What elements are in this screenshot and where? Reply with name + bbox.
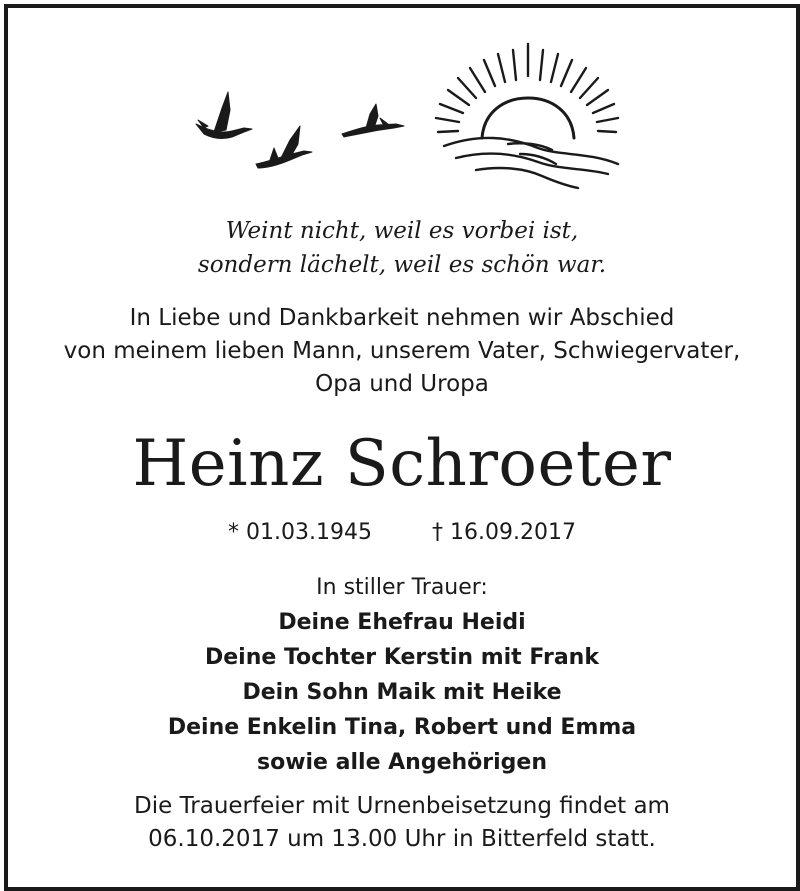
death-date: † 16.09.2017 — [432, 520, 576, 545]
farewell-text — [8, 302, 796, 401]
mourner-line: Deine Enkelin Tina, Robert und Emma — [167, 715, 637, 740]
mourner-line: Deine Tochter Kerstin mit Frank — [205, 645, 599, 670]
header-illustration — [8, 8, 796, 208]
quote-line-2: sondern lächelt, weil es schön war. — [197, 252, 607, 278]
sunset-over-hills-icon — [436, 44, 618, 188]
birth-date: * 01.03.1945 — [228, 520, 372, 545]
mourner-line: Dein Sohn Maik mit Heike — [242, 680, 562, 705]
farewell-line-1: In Liebe und Dankbarkeit nehmen wir Abschied — [129, 305, 675, 331]
mourner-line: sowie alle Angehörigen — [256, 750, 548, 775]
mourners-heading: In stiller Trauer: — [316, 575, 488, 600]
memorial-quote — [8, 214, 796, 282]
obituary-notice — [4, 4, 800, 891]
ceremony-line-2: 06.10.2017 um 13.00 Uhr in Bitterfeld statt. — [148, 826, 656, 852]
quote-line-1: Weint nicht, weil es vorbei ist, — [225, 218, 579, 244]
mourners-list — [8, 570, 796, 780]
mourner-line: Deine Ehefrau Heidi — [278, 610, 526, 635]
ceremony-info — [8, 790, 796, 856]
life-dates — [8, 518, 796, 548]
farewell-line-3: Opa und Uropa — [315, 371, 489, 397]
ceremony-line-1: Die Trauerfeier mit Urnenbeisetzung findet am — [134, 793, 670, 819]
farewell-line-2: von meinem lieben Mann, unserem Vater, Schwiegervater, — [63, 338, 741, 364]
flying-birds-icon — [196, 92, 404, 168]
deceased-name: Heinz Schroeter — [132, 427, 672, 501]
